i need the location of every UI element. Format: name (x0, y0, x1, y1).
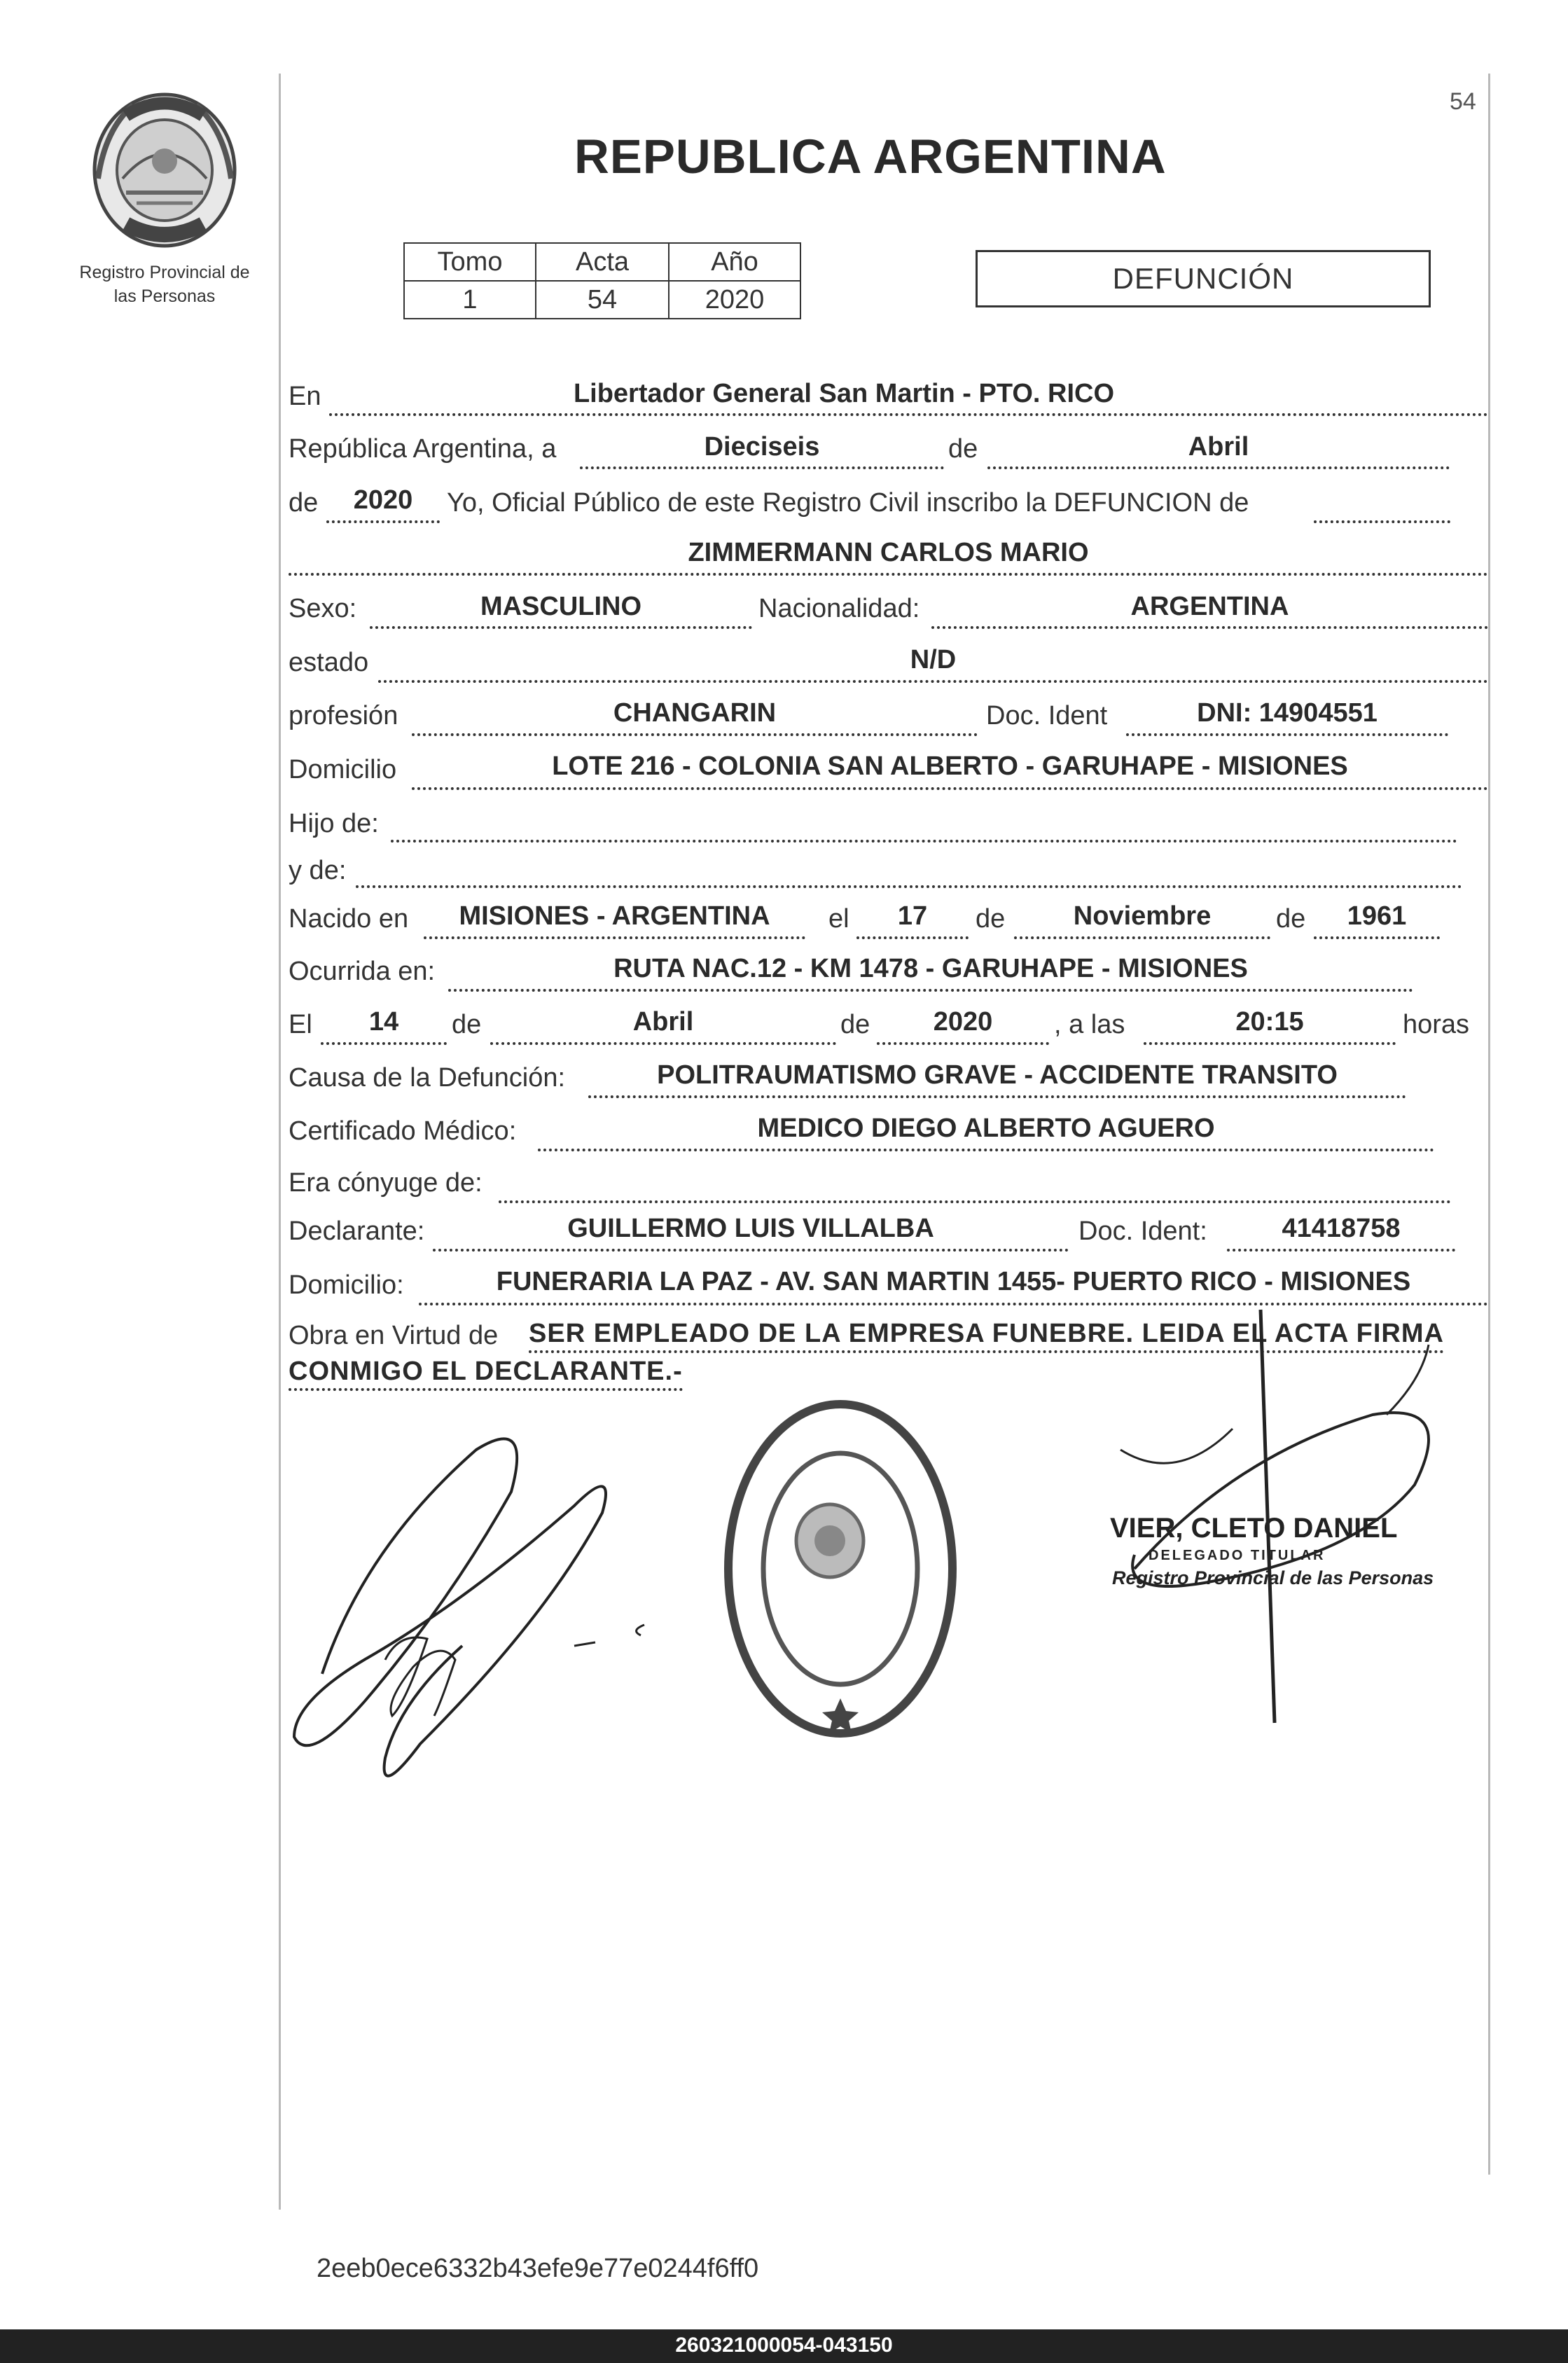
domicilio-line (412, 787, 1488, 790)
day-line (580, 466, 944, 469)
nacido-value: MISIONES - ARGENTINA (459, 901, 770, 931)
de-label-2: de (289, 488, 319, 518)
birth-year-line (1314, 936, 1440, 939)
profesion-label: profesión (289, 701, 398, 730)
doc2-label: Doc. Ident: (1078, 1217, 1207, 1246)
death-year-line (877, 1042, 1049, 1045)
officer-name: VIER, CLETO DANIEL (1110, 1513, 1398, 1544)
right-margin-line (1488, 74, 1490, 2175)
en-line (329, 413, 1488, 416)
death-month: Abril (632, 1007, 694, 1037)
tomo-value: 1 (404, 281, 536, 319)
profesion-line (412, 733, 978, 736)
certificado-value: MEDICO DIEGO ALBERTO AGUERO (757, 1114, 1215, 1143)
de-label-1: de (948, 434, 978, 464)
day-word: Dieciseis (704, 432, 820, 462)
page-title: REPUBLICA ARGENTINA (574, 130, 1167, 183)
record-table-value-row (404, 281, 800, 319)
org-line-1: Registro Provincial de (79, 263, 250, 282)
page-number: 54 (1450, 88, 1476, 115)
yde-label: y de: (289, 856, 347, 885)
hijo-line (391, 840, 1457, 843)
declarante-line (433, 1249, 1069, 1252)
death-day: 14 (368, 1007, 399, 1037)
year-value: 2020 (353, 485, 413, 515)
declarant-signature (280, 1408, 672, 1842)
conyuge-label: Era cónyuge de: (289, 1168, 483, 1198)
anio-header: Año (669, 243, 800, 281)
doc2-value: 41418758 (1282, 1214, 1401, 1243)
nacido-label: Nacido en (289, 904, 409, 934)
ocurrida-label: Ocurrida en: (289, 957, 436, 986)
officer-line-end (1314, 520, 1450, 523)
birth-day-line (856, 936, 969, 939)
certificado-line (538, 1149, 1434, 1151)
estado-label: estado (289, 648, 369, 677)
en-label: En (289, 382, 321, 411)
domicilio2-label: Domicilio: (289, 1270, 404, 1300)
left-margin-line (279, 74, 281, 2210)
hijo-label: Hijo de: (289, 809, 379, 838)
nacionalidad-label: Nacionalidad: (758, 594, 920, 623)
record-table (403, 242, 801, 319)
profesion-value: CHANGARIN (613, 698, 777, 728)
barcode-id: 260321000054-043150 (675, 2334, 893, 2357)
doc-value: DNI: 14904551 (1197, 698, 1378, 728)
document-hash: 2eeb0ece6332b43efe9e77e0244f6ff0 (317, 2254, 759, 2283)
official-stamp (721, 1397, 959, 1740)
death-year: 2020 (933, 1007, 993, 1037)
officer-role: DELEGADO TITULAR (1149, 1548, 1326, 1563)
acta-header: Acta (536, 243, 669, 281)
birth-month: Noviembre (1073, 901, 1212, 931)
causa-label: Causa de la Defunción: (289, 1063, 566, 1093)
sexo-label: Sexo: (289, 594, 357, 623)
nacido-line (424, 936, 805, 939)
obra-value-line2: CONMIGO EL DECLARANTE.- (289, 1357, 683, 1391)
doc-line (1126, 733, 1448, 736)
republica-label: República Argentina, a (289, 434, 557, 464)
footer-bar (0, 2329, 1568, 2363)
death-time-line (1144, 1042, 1396, 1045)
yde-line (356, 885, 1462, 888)
doc2-line (1227, 1249, 1455, 1252)
domicilio-value: LOTE 216 - COLONIA SAN ALBERTO - GARUHAPE - MISIONES (552, 751, 1348, 781)
anio-value: 2020 (669, 281, 800, 319)
month-line (987, 466, 1450, 469)
year-line (326, 520, 440, 523)
officer-text: Yo, Oficial Público de este Registro Civil inscribo la DEFUNCION de (447, 488, 1249, 518)
organization-name (56, 261, 273, 308)
officer-org: Registro Provincial de las Personas (1112, 1567, 1434, 1588)
record-table-header-row (404, 243, 800, 281)
el-label: el (828, 904, 849, 934)
birth-month-line (1014, 936, 1270, 939)
estado-line (378, 680, 1488, 683)
en-value: Libertador General San Martin - PTO. RICO (573, 379, 1115, 408)
sexo-value: MASCULINO (480, 592, 642, 621)
certificado-label: Certificado Médico: (289, 1116, 517, 1146)
domicilio2-value: FUNERARIA LA PAZ - AV. SAN MARTIN 1455- PUERTO RICO - MISIONES (496, 1267, 1411, 1296)
de-label-5: de (452, 1010, 482, 1039)
horas-label: horas (1403, 1010, 1470, 1039)
causa-value: POLITRAUMATISMO GRAVE - ACCIDENTE TRANSITO (657, 1060, 1338, 1090)
obra-label: Obra en Virtud de (289, 1321, 499, 1350)
ocurrida-line (448, 989, 1413, 992)
conyuge-line (499, 1200, 1451, 1203)
record-type-box: DEFUNCIÓN (976, 250, 1431, 307)
de-label-4: de (1276, 904, 1306, 934)
deceased-line (289, 573, 1488, 576)
tomo-header: Tomo (404, 243, 536, 281)
obra-value-line1: SER EMPLEADO DE LA EMPRESA FUNEBRE. LEIDA EL ACTA FIRMA (529, 1319, 1444, 1353)
acta-value: 54 (536, 281, 669, 319)
ocurrida-value: RUTA NAC.12 - KM 1478 - GARUHAPE - MISIONES (613, 954, 1248, 983)
estado-value: N/D (910, 645, 957, 674)
doc-label: Doc. Ident (986, 701, 1108, 730)
alas-label: , a las (1054, 1010, 1125, 1039)
birth-year: 1961 (1347, 901, 1407, 931)
provincial-seal (84, 88, 245, 249)
domicilio-label: Domicilio (289, 755, 397, 784)
sexo-line (370, 626, 752, 629)
deceased-name: ZIMMERMANN CARLOS MARIO (688, 538, 1089, 567)
declarante-label: Declarante: (289, 1217, 425, 1246)
de-label-6: de (840, 1010, 870, 1039)
birth-day: 17 (897, 901, 928, 931)
nacionalidad-value: ARGENTINA (1130, 592, 1289, 621)
de-label-3: de (976, 904, 1006, 934)
org-line-2: las Personas (113, 286, 216, 306)
death-month-line (490, 1042, 836, 1045)
causa-line (588, 1095, 1406, 1098)
el-label-2: El (289, 1010, 312, 1039)
declarante-value: GUILLERMO LUIS VILLALBA (567, 1214, 934, 1243)
death-day-line (321, 1042, 447, 1045)
month-word: Abril (1188, 432, 1249, 462)
nacionalidad-line (931, 626, 1488, 629)
death-time: 20:15 (1235, 1007, 1304, 1037)
